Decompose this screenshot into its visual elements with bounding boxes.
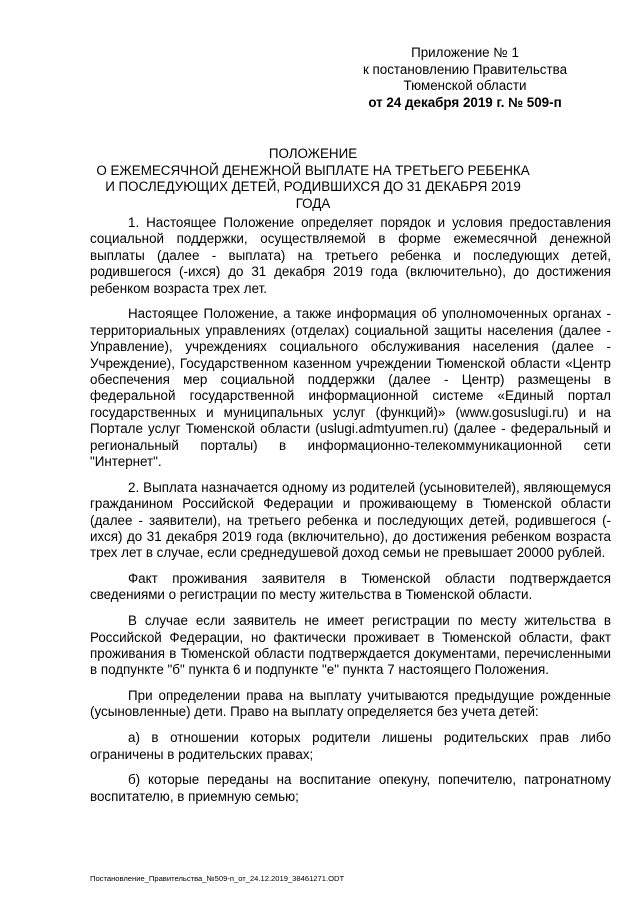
appendix-number: Приложение № 1 bbox=[411, 45, 519, 60]
paragraph-4: Факт проживания заявителя в Тюменской области подтверждается сведениями о регистрации по месту жительства в Тюменской области. bbox=[90, 571, 611, 603]
paragraph-6: При определении права на выплату учитываются предыдущие рожденные (усыновленные) дети. Право на выплату определяется без учета детей: bbox=[90, 688, 611, 720]
paragraph-5: В случае если заявитель не имеет регистрации по месту жительства в Российской Федерации, но фактически проживает в Тюменской области, факт проживания в Тюменской области подтверждается документами, перечисленными в подпункте "б" пункта 6 и подпункте "е" пункта 7 настоящего Положения. bbox=[90, 613, 611, 678]
appendix-region: Тюменской области bbox=[403, 78, 527, 93]
paragraph-3: 2. Выплата назначается одному из родителей (усыновителей), являющемуся гражданином Российской Федерации и проживающему в Тюменской области (далее - заявители), на третьего ребенка и последующих детей, родившегося (-ихся) до 31 декабря 2019 года (включительно), до достижения ребенком возраста трех лет в случае, если среднедушевой доход семьи не превышает 20000 рублей. bbox=[90, 479, 611, 561]
paragraph-8: б) которые переданы на воспитание опекуну, попечителю, патронатному воспитателю, в приемную семью; bbox=[90, 772, 611, 804]
appendix-header bbox=[360, 45, 570, 111]
paragraph-7: а) в отношении которых родители лишены родительских прав либо ограничены в родительских правах; bbox=[90, 730, 611, 762]
title-line-1: ПОЛОЖЕНИЕ bbox=[268, 146, 358, 161]
document-title bbox=[90, 146, 536, 212]
document-body bbox=[90, 215, 611, 814]
appendix-reference: к постановлению Правительства bbox=[362, 61, 568, 77]
title-line-2: О ЕЖЕМЕСЯЧНОЙ ДЕНЕЖНОЙ ВЫПЛАТЕ НА ТРЕТЬЕГО РЕБЕНКА bbox=[96, 162, 530, 178]
paragraph-1: 1. Настоящее Положение определяет порядок и условия предоставления социальной поддержки, осуществляемой в форме ежемесячной денежной выплаты (далее - выплата) на третьего ребенка и последующих детей, родившегося (-ихся) до 31 декабря 2019 года (включительно), до достижения ребенком возраста трех лет. bbox=[90, 215, 611, 296]
footer-filename: Постановление_Правительства_№509-п_от_24.12.2019_38461271.ODT bbox=[90, 874, 345, 883]
paragraph-2: Настоящее Положение, а также информация об уполномоченных органах - территориальных управлениях (отделах) социальной защиты населения (далее - Управление), учреждениях социального обслуживания населения (далее - Учреждение), Государственном казенном учреждении Тюменской области «Центр обеспечения мер социальной поддержки (далее - Центр) размещены в федеральной государственной информационной системе «Единый портал государственных и муниципальных услуг (функций)» (www.gosuslugi.ru) и на Портале услуг Тюменской области (uslugi.admtyumen.ru) (далее - федеральный и региональный порталы) в информационно-телекоммуникационной сети "Интернет". bbox=[90, 306, 611, 469]
title-line-3: И ПОСЛЕДУЮЩИХ ДЕТЕЙ, РОДИВШИХСЯ ДО 31 ДЕКАБРЯ 2019 ГОДА bbox=[105, 179, 521, 211]
appendix-date-number: от 24 декабря 2019 г. № 509-п bbox=[368, 94, 562, 110]
